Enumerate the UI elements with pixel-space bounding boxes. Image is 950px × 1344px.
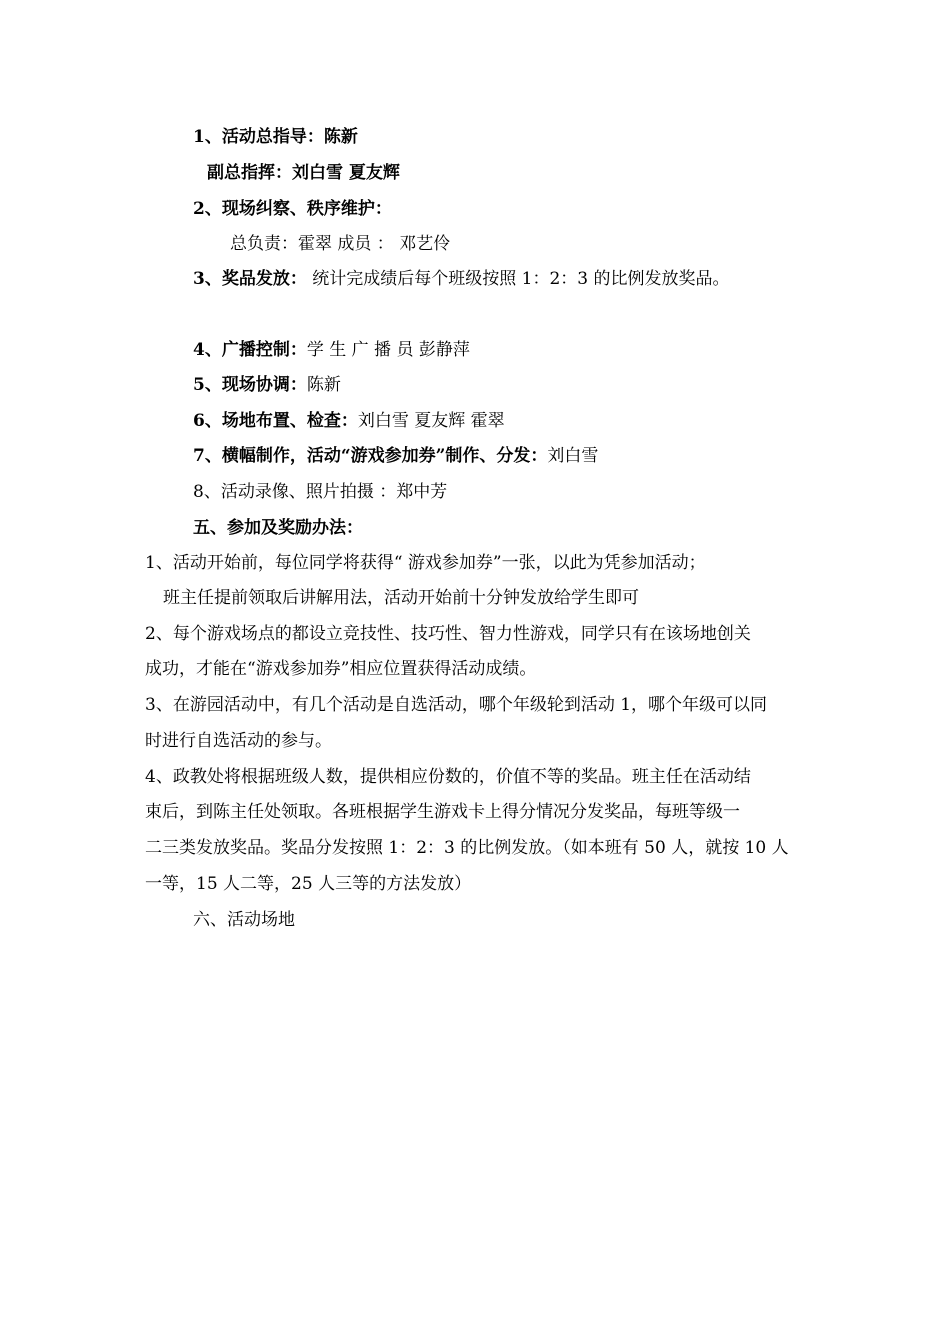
item1-deputy [207,161,400,185]
rule3-text-a: 3、在游园活动中，有几个活动是自选活动，哪个年级轮到活动 1，哪个年级可以同 [145,695,768,715]
rule3-line1 [145,693,767,717]
rule4-line2 [145,800,740,824]
item1-leader [193,125,358,149]
item3-prizes [193,267,730,291]
item7-banner [193,444,598,468]
section5-heading [193,516,363,540]
item7-text: 刘白雪 [547,446,599,466]
item4-text: 学 生 广 播 员 彭静萍 [306,340,470,360]
item8-label: 8、活动录像、照片拍摄 [193,482,374,502]
item2-members [230,232,450,256]
rule4-line1 [145,765,751,789]
rule1-text-a: 1、活动开始前，每位同学将获得“ 游戏参加券”一张，以此为凭参加活动； [145,553,706,573]
rule4-text-b: 束后，到陈主任处领取。各班根据学生游戏卡上得分情况分发奖品，每班等级一 [145,802,740,822]
item2-detail: 总负责：霍翠 成员 ： 邓艺伶 [230,234,451,254]
rule1-text-b: 班主任提前领取后讲解用法，活动开始前十分钟发放给学生即可 [163,588,639,608]
item2-order [193,197,392,221]
rule4-line4 [145,872,471,896]
item6-text: 刘白雪 夏友辉 霍翠 [357,411,505,431]
item4-broadcast [193,338,470,362]
rule1-line2 [163,586,639,610]
item7-label: 7、横幅制作，活动“游戏参加券”制作、分发： [193,446,548,466]
item4-label: 4、广播控制： [193,340,307,360]
section6-heading [193,908,295,932]
item1-label: 1、活动总指导：陈新 [193,127,358,147]
section5-heading-text: 五、参加及奖励办法： [193,518,363,538]
item1-sub: 副总指挥：刘白雪 夏友辉 [207,163,400,183]
rule3-line2 [145,729,332,753]
item5-label: 5、现场协调： [193,375,307,395]
item3-label: 3、奖品发放： [193,269,307,289]
rule4-text-a: 4、政教处将根据班级人数，提供相应份数的，价值不等的奖品。班主任在活动结 [145,767,751,787]
rule2-line2 [145,657,536,681]
rule1-line1 [145,551,706,575]
rule4-line3 [145,836,789,860]
rule2-line1 [145,622,751,646]
item3-text: 统计完成绩后每个班级按照 1：2：3 的比例发放奖品。 [306,269,730,289]
rule4-text-c: 二三类发放奖品。奖品分发按照 1：2：3 的比例发放。（如本班有 50 人，就按 10 人 [145,838,789,858]
item8-text: ：郑中芳 [373,482,448,502]
item6-venue-setup [193,409,505,433]
rule2-text-a: 2、每个游戏场点的都设立竞技性、技巧性、智力性游戏，同学只有在该场地创关 [145,624,751,644]
rule4-text-d: 一等，15 人二等，25 人三等的方法发放） [145,874,472,894]
item6-label: 6、场地布置、检查： [193,411,358,431]
item8-recording [193,480,447,504]
rule2-text-b: 成功，才能在“游戏参加券”相应位置获得活动成绩。 [145,659,537,679]
item5-coordination [193,373,341,397]
item5-text: 陈新 [306,375,341,395]
rule3-text-b: 时进行自选活动的参与。 [145,731,332,751]
section6-heading-text: 六、活动场地 [193,910,295,930]
item2-label: 2、现场纠察、秩序维护： [193,199,392,219]
